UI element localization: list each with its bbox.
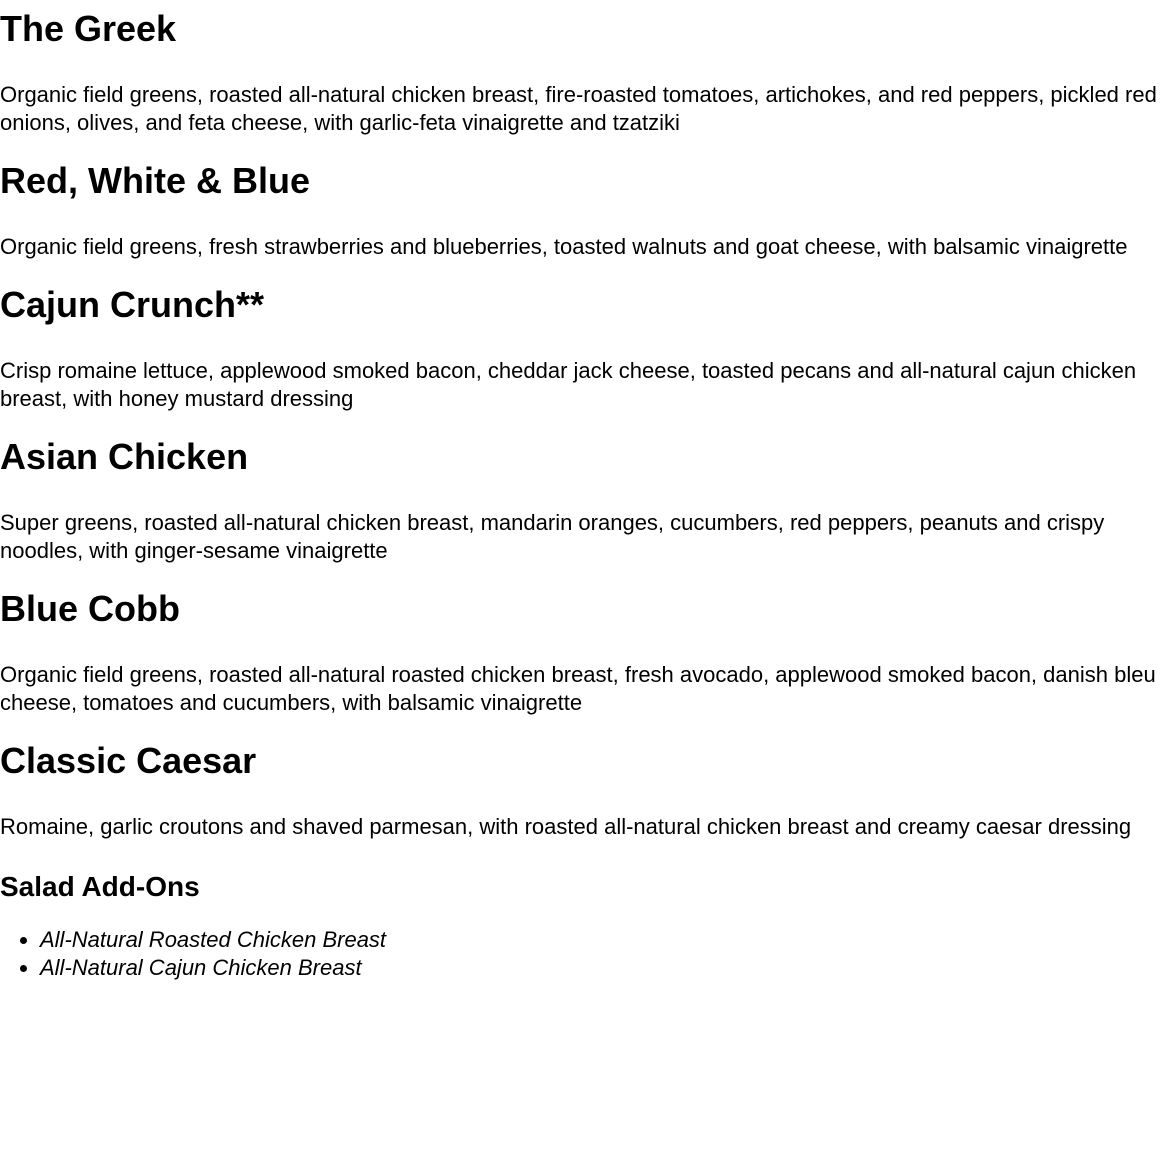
menu-item-the-greek (0, 8, 1174, 137)
addon-item-roasted-chicken: • All-Natural Roasted Chicken Breast (40, 926, 1174, 954)
menu-item-description: Crisp romaine lettuce, applewood smoked bacon, cheddar jack cheese, toasted pecans and all-natural cajun chicken breast, with honey mustard dressing (0, 358, 1137, 411)
menu-item-blue-cobb (0, 588, 1174, 717)
menu-item-title: Asian Chicken (0, 436, 249, 477)
menu-item-description: Organic field greens, roasted all-natural chicken breast, fire-roasted tomatoes, artichokes, and red peppers, pickled red onions, olives, and feta cheese, with garlic-feta vinaigrette and tzatziki (0, 82, 1157, 135)
menu-item-description: Organic field greens, roasted all-natural roasted chicken breast, fresh avocado, applewood smoked bacon, danish bleu cheese, tomatoes and cucumbers, with balsamic vinaigrette (0, 662, 1156, 715)
menu-item-title: Cajun Crunch** (0, 284, 265, 325)
addons-list (0, 926, 1174, 982)
salad-addons (0, 870, 1174, 982)
addon-item-cajun-chicken: • All-Natural Cajun Chicken Breast (40, 954, 1174, 982)
menu-item-title: The Greek (0, 8, 177, 49)
menu-item-red-white-blue (0, 160, 1174, 261)
menu-item-cajun-crunch (0, 284, 1174, 413)
menu-item-classic-caesar (0, 740, 1174, 841)
menu-item-title: Classic Caesar (0, 740, 257, 781)
menu-item-asian-chicken (0, 436, 1174, 565)
menu-item-description: Super greens, roasted all-natural chicken breast, mandarin oranges, cucumbers, red peppers, peanuts and crispy noodles, with ginger-sesame vinaigrette (0, 510, 1105, 563)
menu-item-title: Red, White & Blue (0, 160, 311, 201)
addons-title: Salad Add-Ons (0, 871, 200, 902)
menu-item-description: Organic field greens, fresh strawberries and blueberries, toasted walnuts and goat cheese, with balsamic vinaigrette (0, 234, 1128, 259)
menu-item-title: Blue Cobb (0, 588, 180, 629)
menu-item-description: Romaine, garlic croutons and shaved parmesan, with roasted all-natural chicken breast and creamy caesar dressing (0, 814, 1132, 839)
salad-menu (0, 8, 1174, 982)
